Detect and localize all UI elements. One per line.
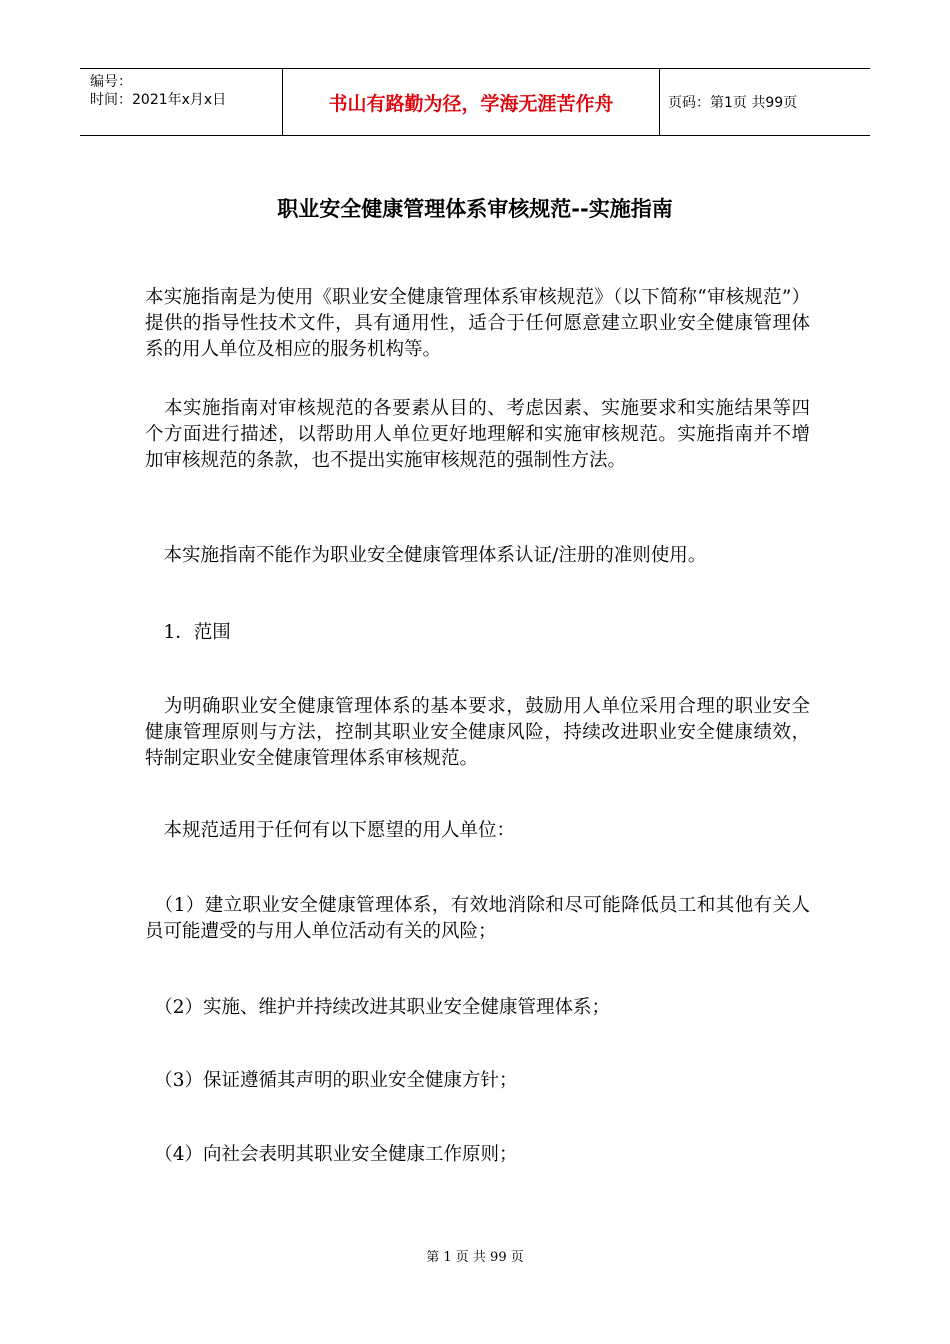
paragraph-applicability: 本规范适用于任何有以下愿望的用人单位： xyxy=(145,820,516,841)
section-heading-scope: 1．范围 xyxy=(145,622,231,643)
document-header xyxy=(80,68,870,136)
list-item-3: （3）保证遵循其声明的职业安全健康方针； xyxy=(145,1070,518,1091)
paragraph-note: 本实施指南不能作为职业安全健康管理体系认证/注册的准则使用。 xyxy=(145,545,707,566)
page-footer: 第 1 页 共 99 页 xyxy=(426,1250,524,1265)
header-page-info: 页码：第1页 共99页 xyxy=(668,95,798,111)
paragraph-scope: 为明确职业安全健康管理体系的基本要求，鼓励用人单位采用合理的职业安全健康管理原则与方法，控制其职业安全健康风险，持续改进职业安全健康绩效，特制定职业安全健康管理体系审核规范。 xyxy=(145,696,810,769)
list-item-2: （2）实施、维护并持续改进其职业安全健康管理体系； xyxy=(145,997,611,1018)
header-meta xyxy=(80,69,282,135)
time-label: 时间：2021年x月x日 xyxy=(90,92,227,108)
list-item-1: （1）建立职业安全健康管理体系，有效地消除和尽可能降低员工和其他有关人员可能遭受的与用人单位活动有关的风险； xyxy=(145,895,810,942)
document-title: 职业安全健康管理体系审核规范--实施指南 xyxy=(277,197,673,221)
header-motto: 书山有路勤为径，学海无涯苦作舟 xyxy=(282,69,660,135)
list-item-4: （4）向社会表明其职业安全健康工作原则； xyxy=(145,1144,518,1165)
paragraph-intro: 本实施指南是为使用《职业安全健康管理体系审核规范》（以下简称“审核规范”）提供的指导性技术文件，具有通用性，适合于任何愿意建立职业安全健康管理体系的用人单位及相应的服务机构等。 xyxy=(145,287,810,360)
number-label: 编号： xyxy=(90,74,132,90)
paragraph-description: 本实施指南对审核规范的各要素从目的、考虑因素、实施要求和实施结果等四个方面进行描述，以帮助用人单位更好地理解和实施审核规范。实施指南并不增加审核规范的条款，也不提出实施审核规范的强制性方法。 xyxy=(145,398,810,471)
